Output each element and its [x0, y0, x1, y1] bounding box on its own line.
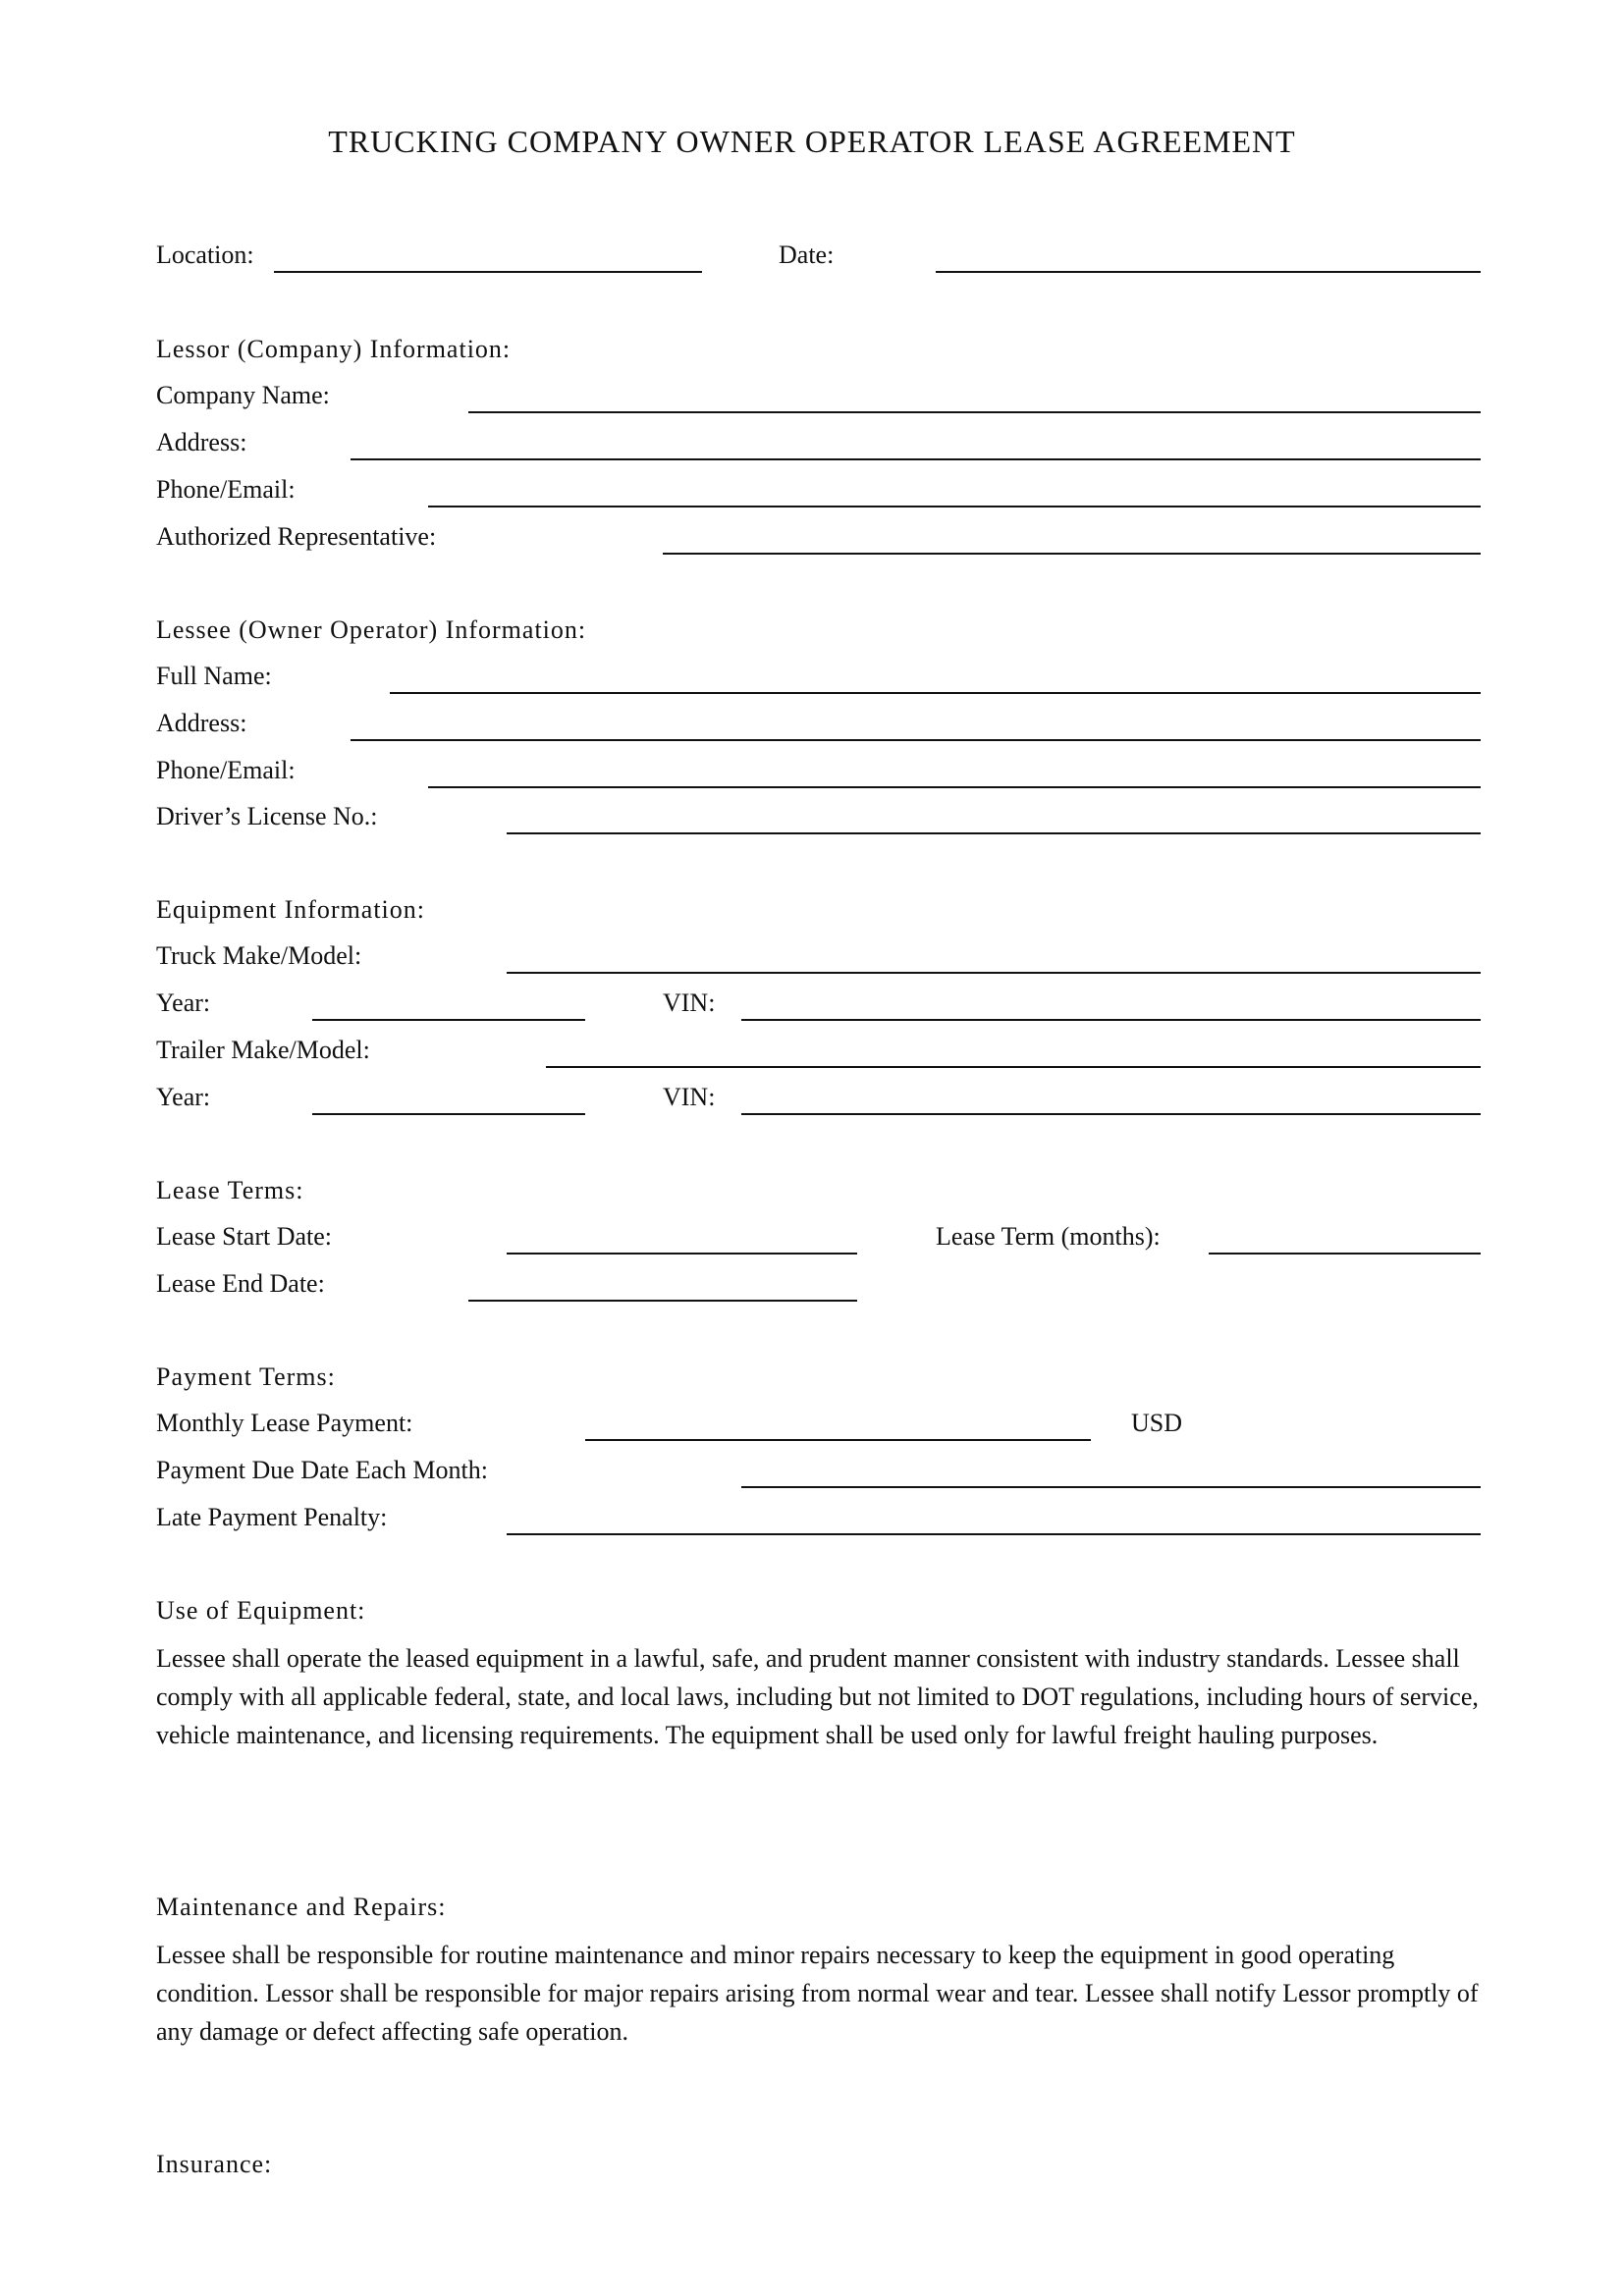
monthly-payment-label: Monthly Lease Payment:: [156, 1409, 413, 1437]
lessor-phone-email-field[interactable]: [428, 506, 1481, 507]
document-title: TRUCKING COMPANY OWNER OPERATOR LEASE AGREEMENT: [328, 124, 1296, 159]
company-name-label: Company Name:: [156, 381, 330, 409]
location-label: Location:: [156, 240, 254, 269]
use-of-equipment-text: Lessee shall operate the leased equipment in a lawful, safe, and prudent manner consistent with industry standards. Lessee shall comply with all applicable federal, state, and local laws, including but not limited to DOT regulations, including hours of service, vehicle maintenance, and licensing requirements. The equipment shall be used only for lawful freight hauling purposes.: [156, 1644, 1479, 1749]
lease-term-field[interactable]: [1209, 1253, 1481, 1255]
lessor-address-label: Address:: [156, 428, 247, 456]
full-name-field[interactable]: [390, 692, 1481, 694]
location-field[interactable]: [274, 271, 702, 273]
late-penalty-field[interactable]: [507, 1533, 1481, 1535]
maintenance-text: Lessee shall be responsible for routine maintenance and minor repairs necessary to keep the equipment in good operating condition. Lessor shall be responsible for major repairs arising from normal wear and tear. Lessee shall notify Lessor promptly of any damage or defect affecting safe operation.: [156, 1941, 1479, 2046]
currency-label: USD: [1131, 1409, 1183, 1437]
lessor-address-field[interactable]: [351, 458, 1481, 460]
date-label: Date:: [779, 240, 835, 269]
lease-start-label: Lease Start Date:: [156, 1222, 333, 1251]
license-label: Driver’s License No.:: [156, 802, 378, 830]
trailer-vin-label: VIN:: [663, 1083, 716, 1111]
truck-make-model-label: Truck Make/Model:: [156, 941, 362, 970]
lessee-address-field[interactable]: [351, 739, 1481, 741]
trailer-vin-field[interactable]: [741, 1113, 1481, 1115]
lease-start-field[interactable]: [507, 1253, 857, 1255]
late-penalty-label: Late Payment Penalty:: [156, 1503, 388, 1531]
truck-year-field[interactable]: [312, 1019, 585, 1021]
use-of-equipment-heading: Use of Equipment:: [156, 1596, 366, 1625]
truck-vin-field[interactable]: [741, 1019, 1481, 1021]
lessor-phone-email-label: Phone/Email:: [156, 475, 296, 504]
full-name-label: Full Name:: [156, 662, 272, 690]
payment-due-field[interactable]: [741, 1486, 1481, 1488]
maintenance-heading: Maintenance and Repairs:: [156, 1893, 447, 1921]
truck-vin-label: VIN:: [663, 988, 716, 1017]
payment-due-label: Payment Due Date Each Month:: [156, 1456, 488, 1484]
company-name-field[interactable]: [468, 411, 1481, 413]
trailer-year-label: Year:: [156, 1083, 211, 1111]
insurance-heading: Insurance:: [156, 2150, 273, 2178]
trailer-year-field[interactable]: [312, 1113, 585, 1115]
authorized-rep-label: Authorized Representative:: [156, 522, 437, 551]
lease-terms-heading: Lease Terms:: [156, 1176, 304, 1204]
lessee-phone-email-field[interactable]: [428, 786, 1481, 788]
lease-end-label: Lease End Date:: [156, 1269, 325, 1298]
monthly-payment-field[interactable]: [585, 1439, 1091, 1441]
trailer-make-model-field[interactable]: [546, 1066, 1481, 1068]
authorized-rep-field[interactable]: [663, 553, 1481, 555]
lessor-heading: Lessor (Company) Information:: [156, 335, 512, 363]
lessee-heading: Lessee (Owner Operator) Information:: [156, 615, 587, 644]
lease-end-field[interactable]: [468, 1300, 857, 1302]
truck-make-model-field[interactable]: [507, 972, 1481, 974]
truck-year-label: Year:: [156, 988, 211, 1017]
date-field[interactable]: [936, 271, 1481, 273]
lessee-address-label: Address:: [156, 709, 247, 737]
lease-term-label: Lease Term (months):: [936, 1222, 1161, 1251]
lessee-phone-email-label: Phone/Email:: [156, 756, 296, 784]
license-field[interactable]: [507, 832, 1481, 834]
equipment-heading: Equipment Information:: [156, 895, 426, 924]
trailer-make-model-label: Trailer Make/Model:: [156, 1036, 370, 1064]
payment-terms-heading: Payment Terms:: [156, 1362, 336, 1391]
